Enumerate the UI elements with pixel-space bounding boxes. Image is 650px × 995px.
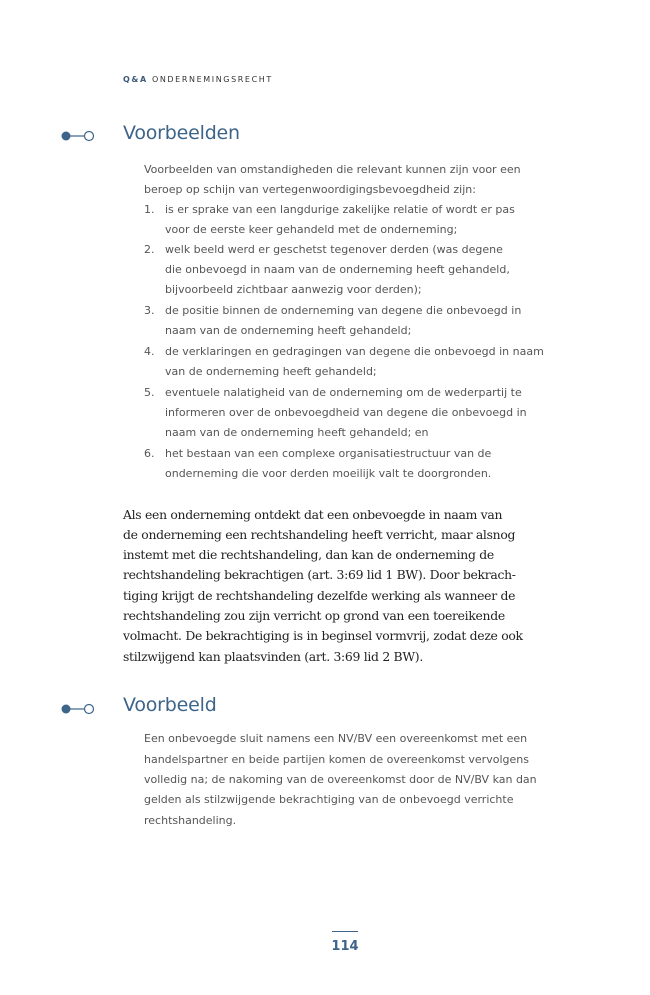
page-number-rule: [332, 931, 358, 932]
running-header: [123, 75, 273, 84]
body-line: stilzwijgend kan plaatsvinden (art. 3:69 lid 2 BW).: [123, 649, 423, 664]
body-line: volmacht. De bekrachtiging is in beginsel vormvrij, zodat deze ook: [123, 628, 523, 643]
body-line: rechtshandeling zou zijn verricht op grond van een toereikende: [123, 608, 505, 623]
section-title-voorbeeld: Voorbeeld: [123, 694, 217, 716]
body-line: Als een onderneming ontdekt dat een onbevoegde in naam van: [123, 507, 503, 522]
list-text: bijvoorbeeld zichtbaar aanwezig voor derden);: [165, 283, 422, 296]
example-line: gelden als stilzwijgende bekrachtiging van de onbevoegd verrichte: [144, 793, 514, 806]
list-text: informeren over de onbevoegdheid van degene die onbevoegd in: [165, 406, 527, 419]
example-line: rechtshandeling.: [144, 814, 237, 827]
list-number: 2.: [144, 243, 155, 256]
list-text: eventuele nalatigheid van de onderneming om de wederpartij te: [165, 386, 522, 399]
list-text: is er sprake van een langdurige zakelijke relatie of wordt er pas: [165, 203, 515, 216]
list-text: de positie binnen de onderneming van degene die onbevoegd in: [165, 304, 522, 317]
header-title: ONDERNEMINGSRECHT: [151, 75, 273, 84]
section-title-voorbeelden: Voorbeelden: [123, 122, 240, 144]
list-text: die onbevoegd in naam van de onderneming heeft gehandeld,: [165, 263, 510, 276]
list-number: 3.: [144, 304, 155, 317]
example-line: Een onbevoegde sluit namens een NV/BV een overeenkomst met een: [144, 732, 528, 745]
list-text: van de onderneming heeft gehandeld;: [165, 365, 377, 378]
list-text: welk beeld werd er geschetst tegenover derden (was degene: [165, 243, 503, 256]
list-text: voor de eerste keer gehandeld met de onderneming;: [165, 223, 458, 236]
header-qa: Q&A: [123, 75, 148, 84]
list-number: 1.: [144, 203, 155, 216]
body-line: de onderneming een rechtshandeling heeft verricht, maar alsnog: [123, 527, 516, 542]
list-text: de verklaringen en gedragingen van degene die onbevoegd in naam: [165, 345, 544, 358]
body-line: rechtshandeling bekrachtigen (art. 3:69 lid 1 BW). Door bekrach-: [123, 567, 516, 582]
intro-line: Voorbeelden van omstandigheden die relevant kunnen zijn voor een: [144, 163, 521, 176]
list-number: 4.: [144, 345, 155, 358]
list-text: naam van de onderneming heeft gehandeld;: [165, 324, 412, 337]
list-text: onderneming die voor derden moeilijk valt te doorgronden.: [165, 467, 492, 480]
section-marker-icon: [60, 703, 98, 715]
intro-line: beroep op schijn van vertegenwoordigingsbevoegdheid zijn:: [144, 183, 476, 196]
list-number: 6.: [144, 447, 155, 460]
list-text: het bestaan van een complexe organisatiestructuur van de: [165, 447, 492, 460]
example-line: handelspartner en beide partijen komen de overeenkomst vervolgens: [144, 753, 529, 766]
section-marker-icon: [60, 130, 98, 142]
body-line: tiging krijgt de rechtshandeling dezelfde werking als wanneer de: [123, 588, 516, 603]
example-line: volledig na; de nakoming van de overeenkomst door de NV/BV kan dan: [144, 773, 537, 786]
body-line: instemt met die rechtshandeling, dan kan de onderneming de: [123, 547, 494, 562]
list-text: naam van de onderneming heeft gehandeld; en: [165, 426, 429, 439]
page-number: 114: [331, 939, 359, 954]
list-number: 5.: [144, 386, 155, 399]
